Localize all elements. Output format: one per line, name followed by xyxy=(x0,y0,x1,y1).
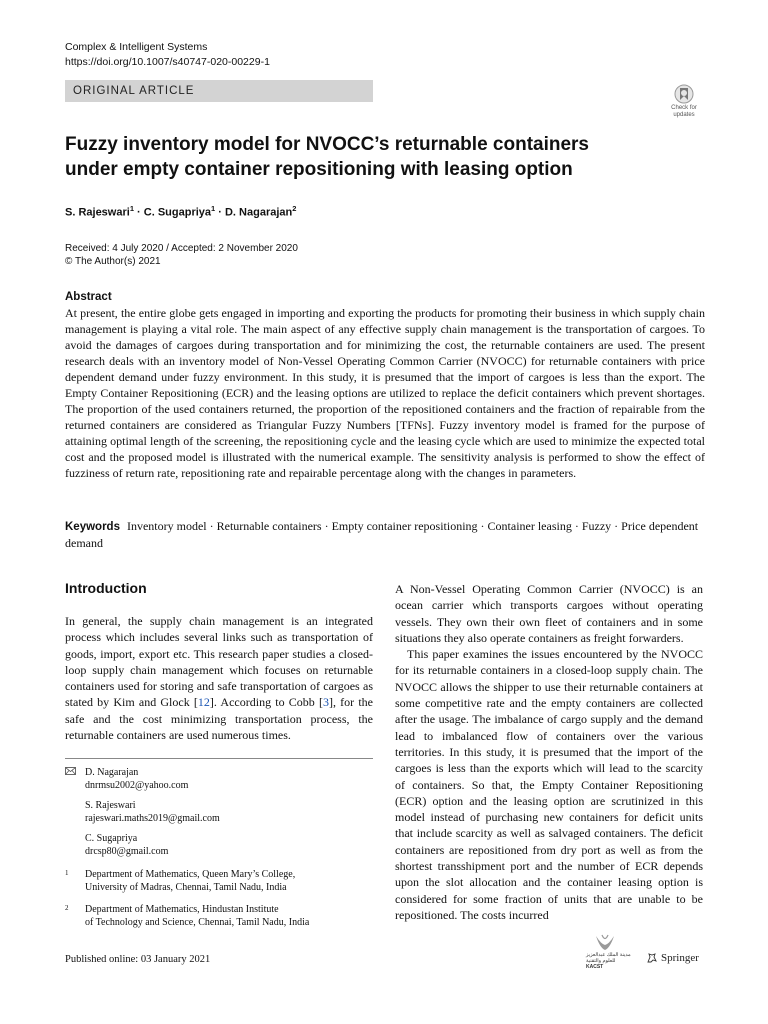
author-affiliation-mark: 1 xyxy=(211,204,216,213)
springer-logo xyxy=(646,952,699,964)
footnote-divider xyxy=(65,758,373,759)
springer-wordmark: Springer xyxy=(661,952,699,964)
contact-name: S. Rajeswari xyxy=(85,800,136,811)
check-for-updates-badge[interactable] xyxy=(665,84,703,124)
author-separator: · xyxy=(215,206,225,219)
publisher-logos xyxy=(586,934,706,974)
keywords-section xyxy=(65,518,705,551)
doi-link[interactable]: https://doi.org/10.1007/s40747-020-00229-1 xyxy=(65,56,270,68)
corresponding-contacts xyxy=(65,766,373,865)
abstract-body: At present, the entire globe gets engaged in importing and exporting the products for promoting their business in which supply chain management is playing a vital role. The main aspect of any effective supply chain management is the transportation of cargoes. To avoid the damages of cargoes during transportation and for minimizing the cost, the returnable containers are used. The present research deals with an inventory model of Non-Vessel Operating Common Carrier (NVOCC) for returnable containers with price dependent demand under fuzzy environment. In this study, it is presumed that the import of cargoes is less than the export. The Empty Container Repositioning (ECR) and the leasing options are utilized to replace the deficit containers which prevent shortages. The proportion of the used containers returned, the proportion of the repositioned containers and the fraction of repairable from the returned containers are considered as Triangular Fuzzy Numbers [TFNs]. Fuzzy inventory model is framed for the purpose of attaining optimal length of the screening, the repositioning cycle and the leasing cycle which are used to minimize the expected total cost and the proposed model is illustrated with the numerical example. The sensitivity analysis is performed to show the effect of fuzziness of return rate, repositioning rate and repairable percentage along with the changes in parameters. xyxy=(65,306,705,480)
contact-entry xyxy=(65,799,373,825)
intro-text-segment: ]. According to Cobb [ xyxy=(209,695,323,710)
author-name[interactable]: C. Sugapriya xyxy=(143,206,212,219)
affiliation-entry xyxy=(65,903,373,929)
intro-right-column xyxy=(395,581,703,923)
affiliation-line: Department of Mathematics, Hindustan Institute xyxy=(85,904,279,915)
author-list xyxy=(65,204,296,219)
journal-header xyxy=(65,40,270,70)
affiliation-number: 1 xyxy=(65,869,69,877)
contact-email[interactable]: dnrmsu2002@yahoo.com xyxy=(85,780,189,791)
abstract-heading: Abstract xyxy=(65,291,112,303)
contact-email[interactable]: drcsp80@gmail.com xyxy=(85,846,169,857)
kacst-logo xyxy=(586,934,644,970)
badge-line2: updates xyxy=(673,112,695,118)
kacst-emblem-icon xyxy=(594,934,616,952)
affiliations xyxy=(65,868,373,938)
citation-link[interactable]: 3 xyxy=(322,695,329,710)
affiliation-line: Department of Mathematics, Queen Mary’s College, xyxy=(85,869,296,880)
springer-horse-icon xyxy=(646,952,658,964)
contact-email[interactable]: rajeswari.maths2019@gmail.com xyxy=(85,813,220,824)
affiliation-entry xyxy=(65,868,373,894)
article-type-banner: ORIGINAL ARTICLE xyxy=(65,80,373,102)
keywords-list: Inventory model · Returnable containers · Empty container repositioning · Container leasing · Fuzzy · Price dependent demand xyxy=(65,519,699,550)
intro-text-segment: In general, the supply chain management is an integrated process which includes several links such as transportation of goods, import, export etc. This research paper studies a closed-loop supply chain management which focuses on returnable containers used for storing and safe transportation of cargoes as stated by Kim and Glock [ xyxy=(65,614,373,710)
published-online-date: Published online: 03 January 2021 xyxy=(65,954,211,965)
citation-link[interactable]: 12 xyxy=(197,695,210,710)
intro-paragraph: This paper examines the issues encountered by the NVOCC for its returnable containers in a closed-loop supply chain. The NVOCC allows the shipper to use their returnable containers at some competitive rate and the empty containers are collected after the usage. The imbalance of cargo supply and the demand lead to imbalanced flow of containers over the various territories. In this study, it is presumed that the import of the cargoes is less than the exports which will lead to the scarcity of containers. So that, the Empty Container Repositioning (ECR) option and the leasing option are scrutinized in this model instead of purchasing new containers for deficit units that include scarcity as well as salvaged containers. The deficit containers are repositioned from dry port as well as from the shortest transshipment port and the number of ECR depends upon the slot allocation and the container leasing option is considered for some fraction of units that are unable to be repositioned. The costs incurred xyxy=(395,647,703,922)
paper-title xyxy=(65,132,685,182)
kacst-latin-text: KACST xyxy=(586,964,604,970)
contact-name: C. Sugapriya xyxy=(85,833,138,844)
journal-name: Complex & Intelligent Systems xyxy=(65,41,208,53)
kacst-arabic-text: مدينة الملك عبدالعزيز للعلوم والتقنية xyxy=(586,952,631,964)
article-dates xyxy=(65,242,298,268)
intro-left-column xyxy=(65,613,373,743)
contact-entry xyxy=(65,832,373,858)
author-affiliation-mark: 1 xyxy=(129,204,134,213)
introduction-heading: Introduction xyxy=(65,580,147,596)
author-separator: · xyxy=(134,206,144,219)
check-for-updates-icon xyxy=(674,84,694,104)
intro-paragraph: A Non-Vessel Operating Common Carrier (NVOCC) is an ocean carrier which transports cargoes without operating vessels. They own their own fleet of containers and in some situations they also operate containers as freight forwarders. xyxy=(395,582,703,645)
contact-name: D. Nagarajan xyxy=(85,767,139,778)
title-line-2: under empty container repositioning with leasing option xyxy=(65,159,573,180)
author-affiliation-mark: 2 xyxy=(292,204,297,213)
affiliation-line: of Technology and Science, Chennai, Tamil Nadu, India xyxy=(85,917,310,928)
author-name[interactable]: S. Rajeswari xyxy=(65,206,130,219)
envelope-icon xyxy=(65,766,85,792)
affiliation-number: 2 xyxy=(65,904,69,912)
copyright-line: © The Author(s) 2021 xyxy=(65,256,161,267)
title-line-1: Fuzzy inventory model for NVOCC’s returnable containers xyxy=(65,134,590,155)
badge-line1: Check for xyxy=(671,105,697,111)
affiliation-line: University of Madras, Chennai, Tamil Nadu, India xyxy=(85,882,287,893)
received-accepted-date: Received: 4 July 2020 / Accepted: 2 November 2020 xyxy=(65,243,298,254)
intro-paragraph xyxy=(65,613,373,743)
author-name[interactable]: D. Nagarajan xyxy=(224,206,293,219)
intro-text-segment: ], for the safe and the cost minimizing transportation process, the returnable containers are used numerous times. xyxy=(65,695,373,743)
keywords-label: Keywords xyxy=(65,521,120,533)
contact-entry xyxy=(65,766,373,792)
